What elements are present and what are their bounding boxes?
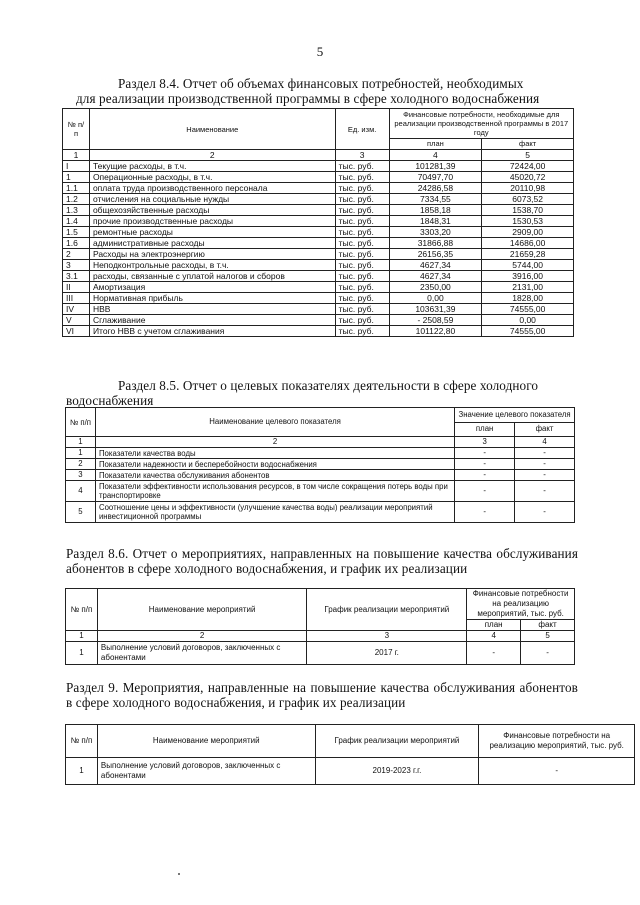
- cell-plan: 2350,00: [389, 282, 482, 293]
- table-row: [66, 470, 575, 481]
- table-row: [63, 304, 574, 315]
- header-plan: план: [455, 422, 515, 437]
- cell-plan: 101281,39: [389, 161, 482, 172]
- table-row: [63, 172, 574, 183]
- col-number: 4: [389, 150, 482, 161]
- cell-plan: 3303,20: [389, 227, 482, 238]
- cell-plan: -: [467, 642, 521, 665]
- cell-unit: тыс. руб.: [335, 172, 389, 183]
- section-9-title: Раздел 9. Мероприятия, направленные на повышение качества обслуживания абонентов в сфере холодного водоснабжения, и график их реализации: [66, 680, 578, 710]
- cell-fact: 72424,00: [482, 161, 574, 172]
- section-86-table: [65, 588, 575, 665]
- cell-unit: тыс. руб.: [335, 249, 389, 260]
- cell-plan: - 2508,59: [389, 315, 482, 326]
- cell-fact: 45020,72: [482, 172, 574, 183]
- cell-fact: 74555,00: [482, 326, 574, 337]
- section-85-title-line2: водоснабжения: [66, 393, 154, 408]
- header-fin: Финансовые потребности на реализацию мероприятий, тыс. руб.: [479, 725, 635, 758]
- cell-plan: 103631,39: [389, 304, 482, 315]
- cell-unit: тыс. руб.: [335, 271, 389, 282]
- cell-num: II: [63, 282, 90, 293]
- cell-num: 2: [63, 249, 90, 260]
- cell-num: 1: [66, 642, 98, 665]
- cell-name: Амортизация: [89, 282, 335, 293]
- cell-num: 1: [66, 758, 98, 785]
- cell-fact: 14686,00: [482, 238, 574, 249]
- section-85-title-line1: Раздел 8.5. Отчет о целевых показателях деятельности в сфере холодного: [118, 378, 539, 393]
- section-84-title-line2: для реализации производственной программы в сфере холодного водоснабжения: [76, 91, 540, 106]
- cell-num: 1.6: [63, 238, 90, 249]
- cell-num: 1.2: [63, 194, 90, 205]
- table-row: [63, 293, 574, 304]
- cell-name: Операционные расходы, в т.ч.: [89, 172, 335, 183]
- section-84-title-line1: Раздел 8.4. Отчет об объемах финансовых потребностей, необходимых: [118, 76, 524, 91]
- cell-name: Выполнение условий договоров, заключенных с абонентами: [97, 642, 306, 665]
- cell-plan: 1848,31: [389, 216, 482, 227]
- cell-fact: 1538,70: [482, 205, 574, 216]
- col-number: 1: [66, 631, 98, 642]
- column-number-row: [66, 631, 575, 642]
- header-name: Наименование мероприятий: [97, 589, 306, 631]
- cell-plan: 101122,80: [389, 326, 482, 337]
- cell-name: Итого НВВ с учетом сглаживания: [89, 326, 335, 337]
- col-number: 3: [455, 437, 515, 448]
- cell-num: 1.1: [63, 183, 90, 194]
- cell-name: отчисления на социальные нужды: [89, 194, 335, 205]
- col-number: 2: [95, 437, 454, 448]
- table-row: [63, 315, 574, 326]
- header-name: Наименование: [89, 109, 335, 150]
- table-row: [63, 227, 574, 238]
- cell-num: 1.3: [63, 205, 90, 216]
- cell-fin: -: [479, 758, 635, 785]
- cell-fact: 21659,28: [482, 249, 574, 260]
- cell-num: I: [63, 161, 90, 172]
- cell-name: Показатели качества обслуживания абонентов: [95, 470, 454, 481]
- table-row: [66, 642, 575, 665]
- cell-plan: -: [455, 470, 515, 481]
- table-row: [63, 249, 574, 260]
- cell-plan: -: [455, 448, 515, 459]
- header-num: № п/п: [66, 725, 98, 758]
- cell-plan: -: [455, 459, 515, 470]
- cell-fact: -: [515, 502, 575, 523]
- cell-plan: -: [455, 502, 515, 523]
- section-9-table: [65, 724, 635, 785]
- table-row: [63, 183, 574, 194]
- table-row: [63, 271, 574, 282]
- cell-name: Нормативная прибыль: [89, 293, 335, 304]
- header-value: Значение целевого показателя: [455, 408, 575, 423]
- cell-unit: тыс. руб.: [335, 238, 389, 249]
- cell-plan: 26156,35: [389, 249, 482, 260]
- col-number: 4: [467, 631, 521, 642]
- table-row: [63, 260, 574, 271]
- cell-fact: -: [515, 470, 575, 481]
- cell-plan: 0,00: [389, 293, 482, 304]
- table-row: [63, 194, 574, 205]
- table-row: [66, 758, 635, 785]
- cell-num: 1.4: [63, 216, 90, 227]
- cell-name: Показатели эффективности использования ресурсов, в том числе сокращения потерь воды при транспортировке: [95, 481, 454, 502]
- cell-name: оплата труда производственного персонала: [89, 183, 335, 194]
- cell-num: 1: [63, 172, 90, 183]
- col-number: 1: [66, 437, 96, 448]
- cell-plan: 70497,70: [389, 172, 482, 183]
- col-number: 3: [335, 150, 389, 161]
- page-number: 5: [316, 44, 324, 59]
- cell-fact: 2131,00: [482, 282, 574, 293]
- cell-plan: 4627,34: [389, 271, 482, 282]
- cell-fact: 20110,98: [482, 183, 574, 194]
- cell-num: 5: [66, 502, 96, 523]
- cell-name: Расходы на электроэнергию: [89, 249, 335, 260]
- cell-fact: 6073,52: [482, 194, 574, 205]
- col-number: 3: [307, 631, 467, 642]
- cell-num: 2: [66, 459, 96, 470]
- cell-name: ремонтные расходы: [89, 227, 335, 238]
- cell-schedule: 2019-2023 г.г.: [315, 758, 479, 785]
- cell-fact: 1828,00: [482, 293, 574, 304]
- col-number: 2: [97, 631, 306, 642]
- cell-plan: 31866,88: [389, 238, 482, 249]
- cell-num: 3: [66, 470, 96, 481]
- cell-unit: тыс. руб.: [335, 315, 389, 326]
- section-85-table: [65, 407, 575, 523]
- cell-name: Соотношение цены и эффективности (улучшение качества воды) реализации мероприятий инвестиционной программы: [95, 502, 454, 523]
- cell-name: Показатели качества воды: [95, 448, 454, 459]
- cell-num: 3.1: [63, 271, 90, 282]
- cell-name: Текущие расходы, в т.ч.: [89, 161, 335, 172]
- table-row: [66, 481, 575, 502]
- header-fin: Финансовые потребности, необходимые для реализации производственной программы в 2017 году: [389, 109, 573, 139]
- header-num: № п/п: [66, 589, 98, 631]
- cell-unit: тыс. руб.: [335, 260, 389, 271]
- cell-fact: 74555,00: [482, 304, 574, 315]
- col-number: 5: [482, 150, 574, 161]
- header-name: Наименование целевого показателя: [95, 408, 454, 437]
- header-plan: план: [467, 620, 521, 631]
- table-row: [63, 161, 574, 172]
- cell-name: Сглаживание: [89, 315, 335, 326]
- header-fact: факт: [482, 138, 574, 149]
- cell-fact: -: [515, 448, 575, 459]
- cell-unit: тыс. руб.: [335, 227, 389, 238]
- cell-unit: тыс. руб.: [335, 183, 389, 194]
- cell-plan: 24286,58: [389, 183, 482, 194]
- section-86-title: Раздел 8.6. Отчет о мероприятиях, направленных на повышение качества обслуживания абонентов в сфере холодного водоснабжения, и график их реализации: [66, 546, 578, 576]
- cell-fact: -: [515, 481, 575, 502]
- cell-name: НВВ: [89, 304, 335, 315]
- cell-unit: тыс. руб.: [335, 293, 389, 304]
- column-number-row: [63, 150, 574, 161]
- header-schedule: График реализации мероприятий: [307, 589, 467, 631]
- header-fin: Финансовые потребности на реализацию мероприятий, тыс. руб.: [467, 589, 575, 620]
- header-schedule: График реализации мероприятий: [315, 725, 479, 758]
- cell-fact: 5744,00: [482, 260, 574, 271]
- col-number: 5: [521, 631, 575, 642]
- table-row: [63, 205, 574, 216]
- cell-num: 4: [66, 481, 96, 502]
- table-row: [66, 448, 575, 459]
- header-num: № п/п: [66, 408, 96, 437]
- cell-unit: тыс. руб.: [335, 205, 389, 216]
- cell-plan: 7334,55: [389, 194, 482, 205]
- section-84-table: [62, 108, 574, 337]
- cell-num: III: [63, 293, 90, 304]
- header-num: № п/п: [63, 109, 90, 150]
- scan-speck: [178, 873, 180, 875]
- cell-plan: -: [455, 481, 515, 502]
- cell-plan: 1858,18: [389, 205, 482, 216]
- header-fact: факт: [521, 620, 575, 631]
- cell-fact: 3916,00: [482, 271, 574, 282]
- cell-fact: -: [515, 459, 575, 470]
- header-plan: план: [389, 138, 482, 149]
- cell-unit: тыс. руб.: [335, 194, 389, 205]
- table-row: [63, 326, 574, 337]
- cell-plan: 4627,34: [389, 260, 482, 271]
- cell-fact: 2909,00: [482, 227, 574, 238]
- cell-name: прочие производственные расходы: [89, 216, 335, 227]
- cell-num: 1: [66, 448, 96, 459]
- cell-name: общехозяйственные расходы: [89, 205, 335, 216]
- cell-num: IV: [63, 304, 90, 315]
- table-row: [63, 238, 574, 249]
- cell-unit: тыс. руб.: [335, 326, 389, 337]
- cell-fact: -: [521, 642, 575, 665]
- cell-name: расходы, связанные с уплатой налогов и сборов: [89, 271, 335, 282]
- cell-fact: 1530,53: [482, 216, 574, 227]
- cell-name: Выполнение условий договоров, заключенных с абонентами: [97, 758, 315, 785]
- header-unit: Ед. изм.: [335, 109, 389, 150]
- cell-name: Неподконтрольные расходы, в т.ч.: [89, 260, 335, 271]
- table-row: [63, 282, 574, 293]
- cell-num: 3: [63, 260, 90, 271]
- table-row: [63, 216, 574, 227]
- column-number-row: [66, 437, 575, 448]
- col-number: 4: [515, 437, 575, 448]
- cell-schedule: 2017 г.: [307, 642, 467, 665]
- col-number: 1: [63, 150, 90, 161]
- cell-unit: тыс. руб.: [335, 282, 389, 293]
- cell-fact: 0,00: [482, 315, 574, 326]
- cell-num: V: [63, 315, 90, 326]
- cell-unit: тыс. руб.: [335, 304, 389, 315]
- cell-name: административные расходы: [89, 238, 335, 249]
- table-row: [66, 459, 575, 470]
- col-number: 2: [89, 150, 335, 161]
- cell-unit: тыс. руб.: [335, 161, 389, 172]
- cell-name: Показатели надежности и бесперебойности водоснабжения: [95, 459, 454, 470]
- table-row: [66, 502, 575, 523]
- header-name: Наименование мероприятий: [97, 725, 315, 758]
- header-fact: факт: [515, 422, 575, 437]
- cell-num: 1.5: [63, 227, 90, 238]
- cell-unit: тыс. руб.: [335, 216, 389, 227]
- cell-num: VI: [63, 326, 90, 337]
